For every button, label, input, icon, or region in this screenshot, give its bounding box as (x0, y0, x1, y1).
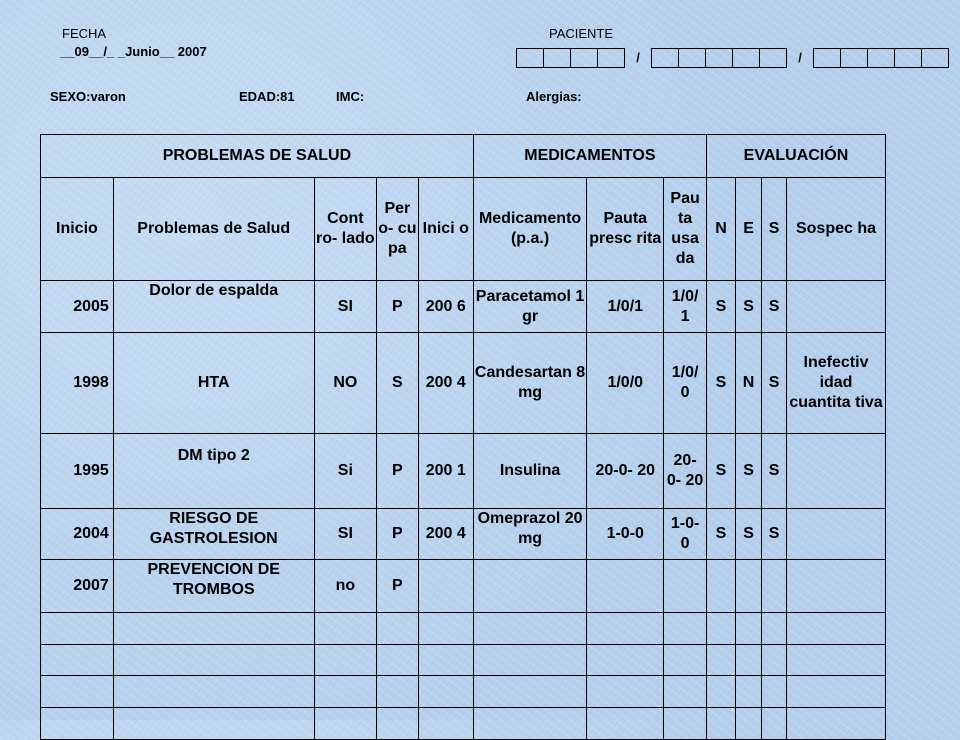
cell-preocupa (377, 613, 419, 645)
id-box[interactable] (867, 48, 894, 68)
cell-n: S (706, 509, 735, 560)
col-header-problemas: Problemas de Salud (113, 178, 314, 281)
table-row (41, 434, 886, 509)
cell-pauta-usada: 1/0/ 0 (664, 333, 707, 434)
id-box[interactable] (597, 48, 625, 68)
cell-pauta-prescrita (587, 560, 664, 613)
cell-inicio (41, 676, 114, 708)
cell-pauta-prescrita (587, 676, 664, 708)
cell-inicio: 2004 (41, 509, 114, 560)
cell-sospecha (787, 676, 886, 708)
cell-problema (113, 645, 314, 676)
cell-inicio (41, 613, 114, 645)
cell-pauta-prescrita (587, 613, 664, 645)
table-row (41, 645, 886, 676)
cell-pauta-prescrita: 1-0-0 (587, 509, 664, 560)
cell-controlado: SI (314, 509, 376, 560)
cell-sospecha (787, 281, 886, 333)
col-header-inicio-med: Inici o (418, 178, 473, 281)
cell-sospecha (787, 509, 886, 560)
col-header-sospecha: Sospec ha (787, 178, 886, 281)
cell-e (736, 708, 762, 740)
paciente-id-boxes (516, 48, 949, 68)
cell-pauta-usada (664, 645, 707, 676)
group-header-row (41, 135, 886, 178)
cell-medicamento: Candesartan 8 mg (473, 333, 586, 434)
cell-n (706, 676, 735, 708)
cell-medicamento (473, 645, 586, 676)
cell-e: S (736, 281, 762, 333)
cell-pauta-prescrita: 1/0/1 (587, 281, 664, 333)
cell-preocupa: P (377, 434, 419, 509)
column-header-row (41, 178, 886, 281)
cell-pauta-prescrita: 1/0/0 (587, 333, 664, 434)
cell-s: S (762, 434, 787, 509)
cell-s: S (762, 333, 787, 434)
cell-e: S (736, 509, 762, 560)
cell-pauta-usada: 1/0/ 1 (664, 281, 707, 333)
group-medicamentos: MEDICAMENTOS (473, 135, 706, 178)
cell-pauta-usada: 1-0- 0 (664, 509, 707, 560)
cell-n: S (706, 281, 735, 333)
cell-controlado: Si (314, 434, 376, 509)
id-box[interactable] (570, 48, 597, 68)
cell-controlado (314, 708, 376, 740)
cell-pauta-prescrita (587, 708, 664, 740)
cell-medicamento (473, 676, 586, 708)
alergias-field: Alergias: (526, 89, 582, 104)
cell-sospecha (787, 708, 886, 740)
cell-inicio-med: 200 6 (418, 281, 473, 333)
cell-n: S (706, 434, 735, 509)
id-box[interactable] (732, 48, 759, 68)
cell-inicio: 2005 (41, 281, 114, 333)
cell-controlado: SI (314, 281, 376, 333)
cell-s (762, 708, 787, 740)
col-header-controlado: Cont ro- lado (314, 178, 376, 281)
cell-n (706, 613, 735, 645)
fecha-label: FECHA (62, 26, 107, 41)
col-header-preocupa: Per o- cu pa (377, 178, 419, 281)
id-box[interactable] (921, 48, 949, 68)
id-box[interactable] (894, 48, 921, 68)
col-header-n: N (706, 178, 735, 281)
col-header-pauta-prescrita: Pauta presc rita (587, 178, 664, 281)
col-header-medicamento: Medicamento (p.a.) (473, 178, 586, 281)
cell-pauta-usada (664, 560, 707, 613)
sexo-field: SEXO:varon (50, 89, 126, 104)
cell-controlado (314, 645, 376, 676)
cell-medicamento (473, 708, 586, 740)
cell-preocupa: P (377, 509, 419, 560)
id-box[interactable] (516, 48, 543, 68)
cell-controlado: NO (314, 333, 376, 434)
cell-problema (113, 676, 314, 708)
id-box[interactable] (543, 48, 570, 68)
cell-problema (113, 708, 314, 740)
cell-problema: RIESGO DE GASTROLESION (113, 509, 314, 560)
paciente-label: PACIENTE (549, 26, 614, 41)
id-box[interactable] (705, 48, 732, 68)
cell-inicio-med: 200 1 (418, 434, 473, 509)
cell-pauta-usada (664, 613, 707, 645)
edad-field: EDAD:81 (239, 89, 295, 104)
group-evaluacion: EVALUACIÓN (706, 135, 885, 178)
cell-e (736, 645, 762, 676)
imc-field: IMC: (336, 89, 365, 104)
cell-s: S (762, 281, 787, 333)
cell-inicio-med (418, 613, 473, 645)
cell-n (706, 645, 735, 676)
table-row (41, 333, 886, 434)
cell-controlado (314, 613, 376, 645)
cell-s: S (762, 509, 787, 560)
paciente-id-group-2 (651, 48, 787, 68)
id-separator: / (798, 50, 802, 65)
cell-e (736, 560, 762, 613)
cell-inicio (41, 708, 114, 740)
cell-sospecha (787, 613, 886, 645)
cell-preocupa (377, 676, 419, 708)
group-problemas-de-salud: PROBLEMAS DE SALUD (41, 135, 474, 178)
cell-medicamento (473, 613, 586, 645)
cell-s (762, 560, 787, 613)
cell-inicio-med: 200 4 (418, 509, 473, 560)
id-box[interactable] (840, 48, 867, 68)
col-header-pauta-usada: Pau ta usa da (664, 178, 707, 281)
cell-inicio: 2007 (41, 560, 114, 613)
table-row (41, 509, 886, 560)
col-header-e: E (736, 178, 762, 281)
cell-medicamento: Paracetamol 1 gr (473, 281, 586, 333)
cell-e: S (736, 434, 762, 509)
cell-problema: DM tipo 2 (113, 434, 314, 509)
table-row (41, 613, 886, 645)
table-row (41, 708, 886, 740)
cell-inicio-med (418, 645, 473, 676)
health-problems-table (40, 134, 886, 740)
cell-e: N (736, 333, 762, 434)
paciente-id-group-3 (813, 48, 949, 68)
cell-inicio-med (418, 560, 473, 613)
cell-inicio: 1995 (41, 434, 114, 509)
cell-problema (113, 613, 314, 645)
cell-s (762, 676, 787, 708)
cell-sospecha (787, 560, 886, 613)
cell-sospecha: Inefectiv idad cuantita tiva (787, 333, 886, 434)
cell-controlado: no (314, 560, 376, 613)
cell-pauta-usada (664, 708, 707, 740)
cell-inicio: 1998 (41, 333, 114, 434)
cell-inicio-med (418, 708, 473, 740)
cell-pauta-prescrita: 20-0- 20 (587, 434, 664, 509)
cell-preocupa: P (377, 281, 419, 333)
cell-preocupa (377, 645, 419, 676)
cell-problema: PREVENCION DE TROMBOS (113, 560, 314, 613)
cell-pauta-usada: 20- 0- 20 (664, 434, 707, 509)
cell-problema: Dolor de espalda (113, 281, 314, 333)
table-row (41, 560, 886, 613)
cell-preocupa (377, 708, 419, 740)
cell-pauta-usada (664, 676, 707, 708)
fecha-value: __09__/_ _Junio__ 2007 (60, 44, 207, 59)
cell-n: S (706, 333, 735, 434)
cell-preocupa: S (377, 333, 419, 434)
table-row (41, 676, 886, 708)
col-header-inicio: Inicio (41, 178, 114, 281)
id-box[interactable] (651, 48, 678, 68)
cell-problema: HTA (113, 333, 314, 434)
cell-s (762, 613, 787, 645)
col-header-s: S (762, 178, 787, 281)
cell-sospecha (787, 645, 886, 676)
cell-preocupa: P (377, 560, 419, 613)
cell-e (736, 613, 762, 645)
cell-medicamento: Omeprazol 20 mg (473, 509, 586, 560)
cell-sospecha (787, 434, 886, 509)
cell-medicamento: Insulina (473, 434, 586, 509)
cell-inicio-med: 200 4 (418, 333, 473, 434)
paciente-id-group-1 (516, 48, 625, 68)
cell-inicio-med (418, 676, 473, 708)
id-box[interactable] (759, 48, 787, 68)
id-box[interactable] (678, 48, 705, 68)
cell-n (706, 560, 735, 613)
cell-medicamento (473, 560, 586, 613)
id-box[interactable] (813, 48, 840, 68)
cell-e (736, 676, 762, 708)
cell-controlado (314, 676, 376, 708)
cell-inicio (41, 645, 114, 676)
cell-s (762, 645, 787, 676)
cell-n (706, 708, 735, 740)
id-separator: / (636, 50, 640, 65)
table-row (41, 281, 886, 333)
cell-pauta-prescrita (587, 645, 664, 676)
